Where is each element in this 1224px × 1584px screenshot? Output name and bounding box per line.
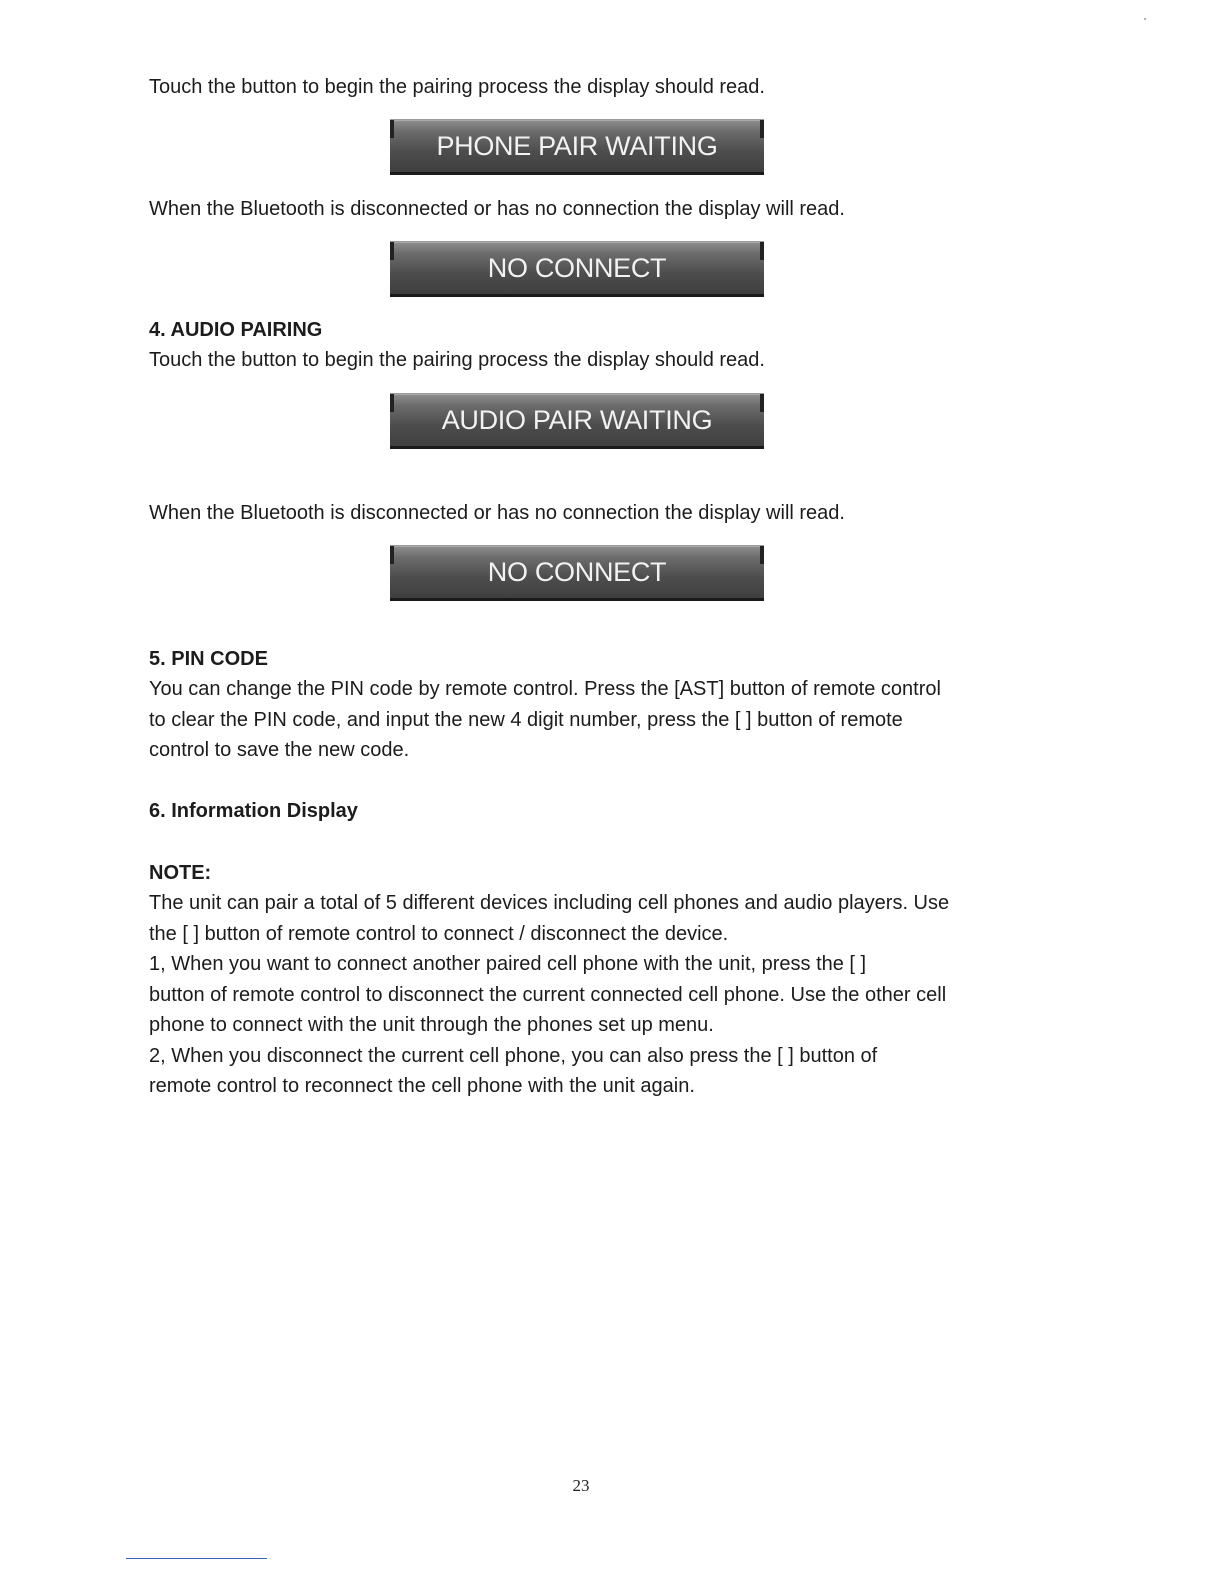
no-connect-label-phone: NO CONNECT — [487, 253, 667, 283]
audio-pair-waiting-display — [390, 393, 764, 449]
pin-code-heading: 5. PIN CODE — [149, 648, 268, 670]
footnote-divider — [126, 1558, 267, 1559]
no-connect-display-phone — [390, 241, 764, 297]
page-number: 23 — [572, 1476, 590, 1495]
audio-pairing-instruction: Touch the button to begin the pairing process the display should read. — [149, 349, 765, 371]
pin-code-paragraph — [149, 674, 1019, 766]
pin-code-line: to clear the PIN code, and input the new 4 digit number, press the [ ] button of remote — [149, 708, 903, 731]
note-line: 1, When you want to connect another paired cell phone with the unit, press the [ ] — [149, 953, 867, 975]
note-line: remote control to reconnect the cell phone with the unit again. — [149, 1075, 695, 1097]
phone-pair-waiting-label: PHONE PAIR WAITING — [436, 131, 718, 161]
note-line: The unit can pair a total of 5 different devices including cell phones and audio players. Use — [149, 892, 950, 914]
note-line: the [ ] button of remote control to connect / disconnect the device. — [149, 922, 729, 945]
phone-pairing-instruction: Touch the button to begin the pairing process the display should read. — [149, 76, 765, 98]
note-line: phone to connect with the unit through the phones set up menu. — [149, 1014, 714, 1036]
note-line: 2, When you disconnect the current cell phone, you can also press the [ ] button of — [149, 1044, 878, 1067]
note-line: button of remote control to disconnect the current connected cell phone. Use the other cell — [149, 983, 947, 1006]
no-connect-label-audio: NO CONNECT — [487, 557, 667, 587]
pin-code-line: control to save the new code. — [149, 739, 410, 761]
audio-pairing-heading: 4. AUDIO PAIRING — [149, 319, 323, 341]
note-paragraph — [149, 888, 1019, 1102]
audio-pair-waiting-label: AUDIO PAIR WAITING — [441, 405, 713, 435]
no-connect-display-audio — [390, 545, 764, 601]
pin-code-line: You can change the PIN code by remote control. Press the [AST] button of remote control — [149, 678, 941, 700]
phone-pair-waiting-display — [390, 119, 764, 175]
audio-disconnected-instruction: When the Bluetooth is disconnected or has no connection the display will read. — [149, 502, 845, 524]
information-display-heading: 6. Information Display — [149, 800, 358, 822]
scan-artifact-dot — [1144, 18, 1146, 20]
phone-disconnected-instruction: When the Bluetooth is disconnected or has no connection the display will read. — [149, 198, 845, 220]
note-heading: NOTE: — [149, 862, 212, 884]
